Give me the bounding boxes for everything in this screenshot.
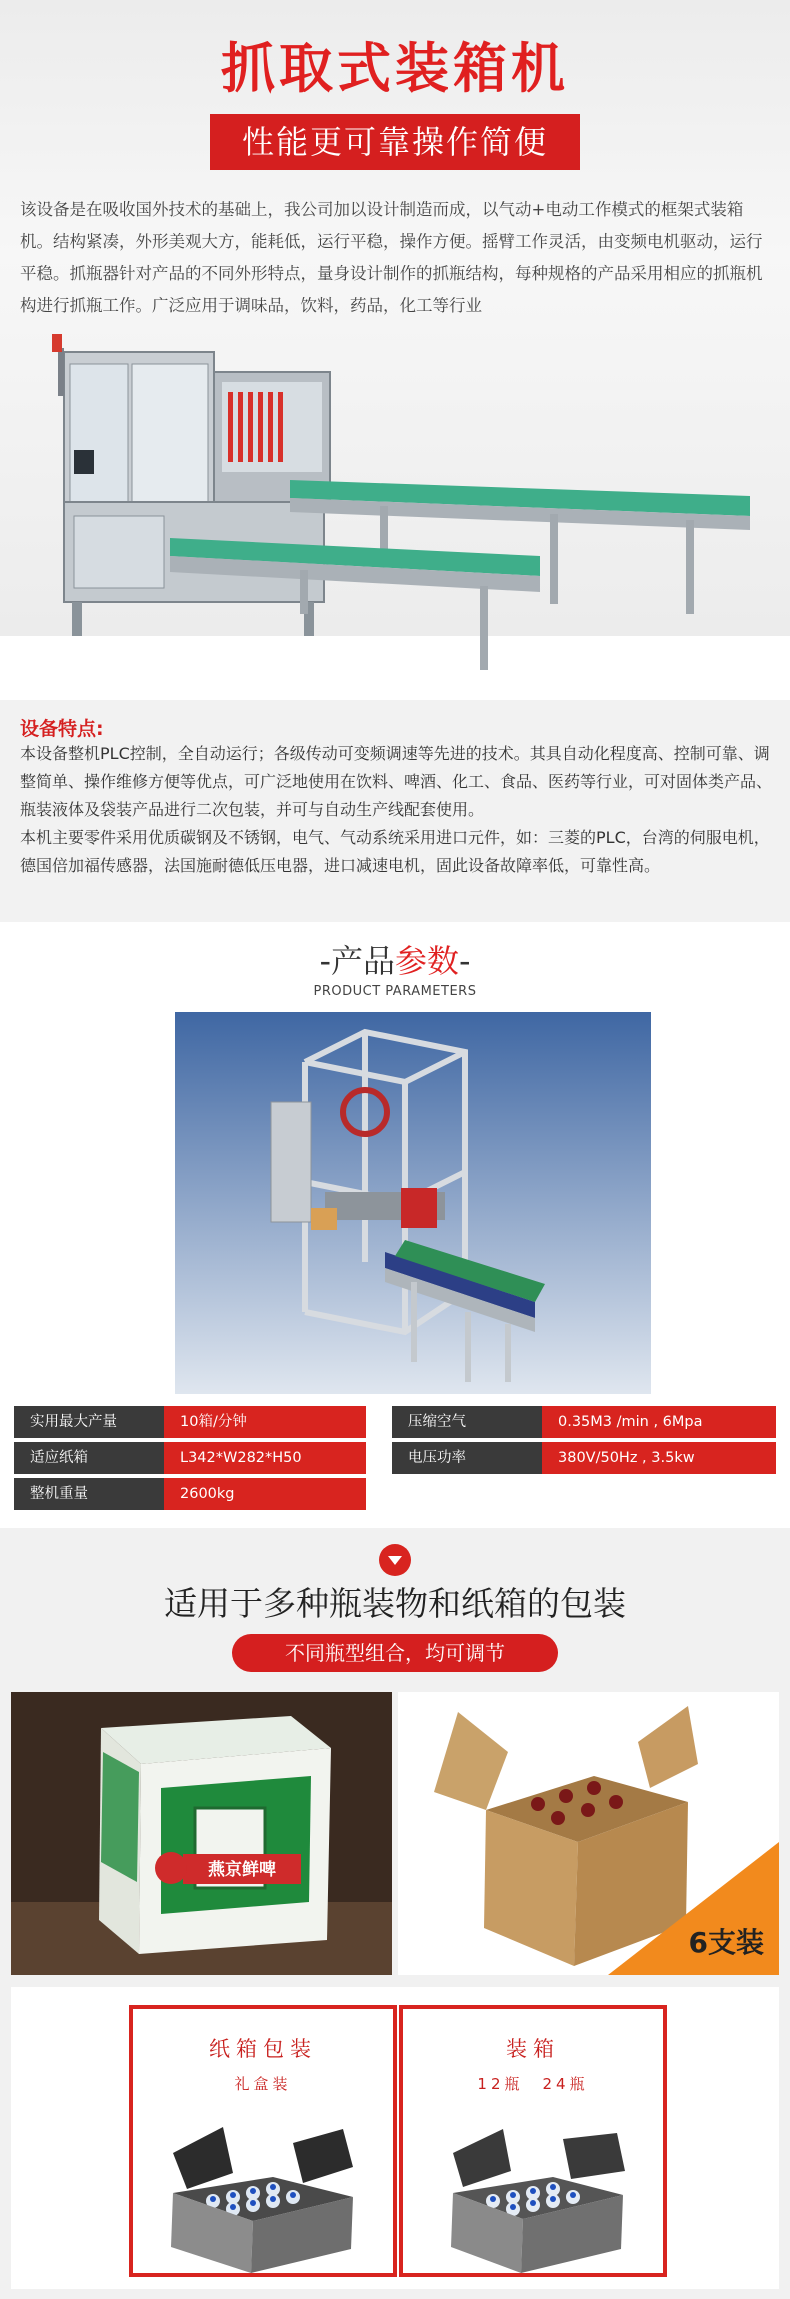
params-row bbox=[392, 1406, 776, 1438]
hero-section bbox=[0, 0, 790, 636]
param-value: L342*W282*H50 bbox=[164, 1442, 366, 1474]
hero-description: 该设备是在吸收国外技术的基础上，我公司加以设计制造而成，以气动+电动工作模式的框架式装箱机。结构紧凑，外形美观大方，能耗低，运行平稳，操作方便。摇臂工作灵活，由变频电机驱动，运行平稳。抓瓶器针对产品的不同外形特点，量身设计制作的抓瓶结构，每种规格的产品采用相应的抓瓶机构进行抓瓶工作。广泛应用于调味品，饮料，药品，化工等行业 bbox=[20, 200, 763, 315]
card-carton-packaging bbox=[129, 2005, 397, 2277]
open-box-bottles-illustration bbox=[133, 2123, 393, 2273]
params-row bbox=[14, 1478, 366, 1510]
beer-box-text: 燕京鲜啤 bbox=[208, 1860, 276, 1880]
hero-banner: 性能更可靠操作简便 bbox=[210, 114, 580, 170]
params-heading bbox=[0, 936, 790, 999]
packaging-pill: 不同瓶型组合，均可调节 bbox=[232, 1634, 558, 1672]
param-value: 2600kg bbox=[164, 1478, 366, 1510]
params-row bbox=[14, 1442, 366, 1474]
params-title-highlight: 参数 bbox=[395, 942, 460, 980]
page-title: 抓取式装箱机 bbox=[221, 37, 569, 100]
param-value: 380V/50Hz , 3.5kw bbox=[542, 1442, 776, 1474]
card-title: 纸箱包装 bbox=[209, 2037, 317, 2061]
param-label: 适应纸箱 bbox=[14, 1442, 164, 1474]
param-label: 整机重量 bbox=[14, 1478, 164, 1510]
features-section bbox=[0, 700, 790, 922]
features-paragraph-2: 本机主要零件采用优质碳钢及不锈钢，电气、气动系统采用进口元件，如：三菱的PLC，台湾的伺服电机，德国倍加福传感器，法国施耐德低压电器，进口减速电机，固此设备故障率低，可靠性高。 bbox=[20, 828, 770, 875]
params-table bbox=[0, 1406, 790, 1514]
param-value: 0.35M3 /min , 6Mpa bbox=[542, 1406, 776, 1438]
params-title-prefix: -产品 bbox=[319, 942, 395, 980]
params-subtitle: PRODUCT PARAMETERS bbox=[313, 984, 477, 999]
carton-photo bbox=[398, 1692, 779, 1975]
card-title: 装箱 bbox=[506, 2037, 560, 2061]
params-title-suffix: - bbox=[459, 942, 471, 980]
packaging-title: 适用于多种瓶装物和纸箱的包装 bbox=[164, 1584, 626, 1623]
param-label: 压缩空气 bbox=[392, 1406, 542, 1438]
carton-badge: 6支装 bbox=[688, 1926, 764, 1959]
machine-photo bbox=[50, 330, 770, 690]
params-title bbox=[0, 936, 790, 982]
packaging-types bbox=[11, 1987, 779, 2289]
params-row bbox=[14, 1406, 366, 1438]
card-subtitle: 礼盒装 bbox=[234, 2075, 292, 2093]
packaging-section bbox=[0, 1528, 790, 2299]
card-subtitle: 12瓶 24瓶 bbox=[477, 2075, 589, 2093]
beer-box-photo bbox=[11, 1692, 392, 1975]
features-paragraph-1: 本设备整机PLC控制，全自动运行；各级传动可变频调速等先进的技术。其具自动化程度高、控制可靠、调整简单、操作维修方便等优点，可广泛地使用在饮料、啤酒、化工、食品、医药等行业，可对固体类产品、瓶装液体及袋装产品进行二次包装，并可与自动生产线配套使用。 bbox=[20, 744, 773, 819]
machine-3d-render bbox=[175, 1012, 651, 1394]
features-title: 设备特点: bbox=[20, 718, 104, 740]
chevron-down-icon bbox=[379, 1544, 411, 1576]
param-value: 10箱/分钟 bbox=[164, 1406, 366, 1438]
open-box-bottles-illustration bbox=[403, 2123, 663, 2273]
card-boxing bbox=[399, 2005, 667, 2277]
param-label: 电压功率 bbox=[392, 1442, 542, 1474]
param-label: 实用最大产量 bbox=[14, 1406, 164, 1438]
params-row bbox=[392, 1442, 776, 1474]
